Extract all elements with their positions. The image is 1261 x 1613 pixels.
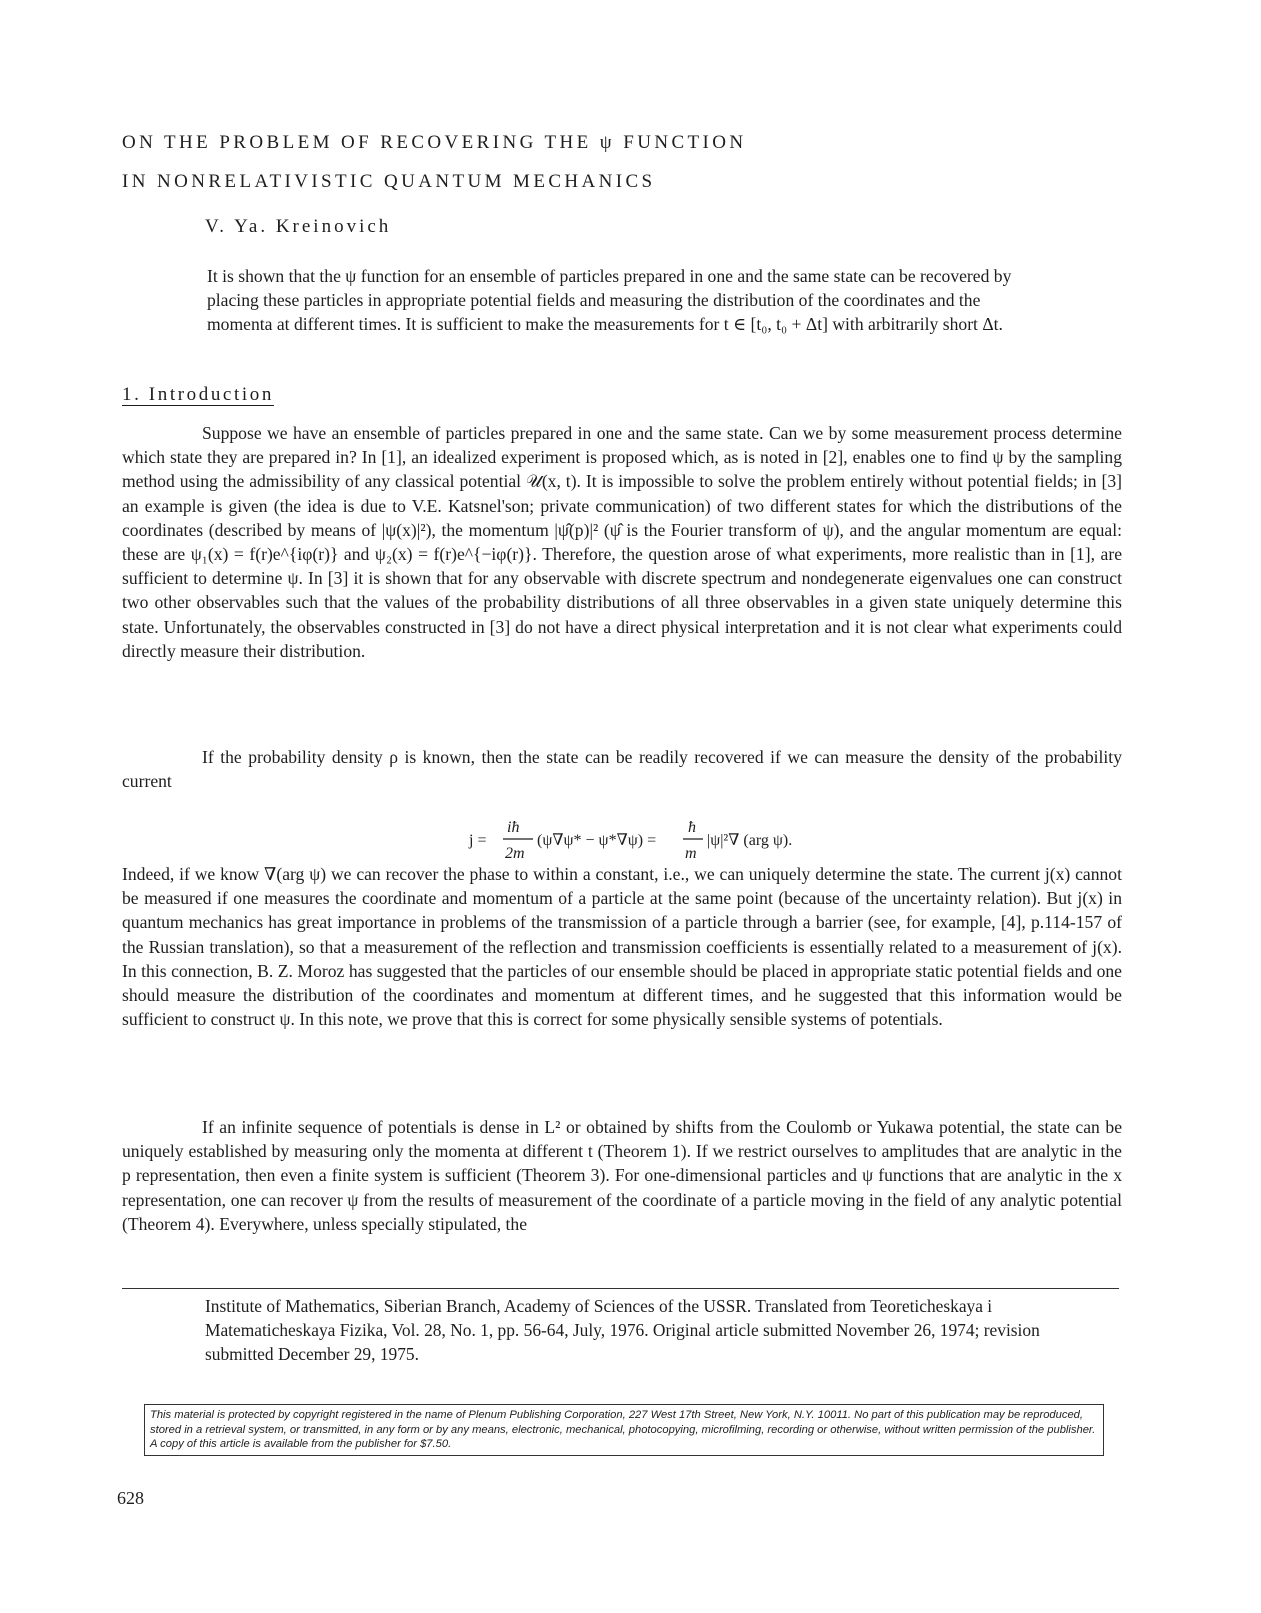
paragraph-1 [122,421,1122,663]
section-heading: 1. Introduction [122,384,274,405]
eq-rhs: |ψ|²∇ (arg ψ). [707,832,793,849]
page-number: 628 [117,1488,144,1508]
eq-lhs: j = [469,832,487,849]
copyright-notice: This material is protected by copyright registered in the name of Plenum Publishing Corporation, 227 West 17th Street, New York, N.Y. 10011. No part of this publication may be reproduced, stored in a retrieval system, or transmitted, in any form or by any means, electronic, mechanical, photocopying, microfilming, recording or otherwise, without written permission of the publisher. A copy of this article is available from the publisher for $7.50. [144,1404,1104,1456]
paragraph-text: If an infinite sequence of potentials is dense in L² or obtained by shifts from the Coulomb or Yukawa potential, the state can be uniquely established by measuring only the momenta at different t (Theorem 1). If we restrict ourselves to amplitudes that are analytic in the p representation, then even a finite system is sufficient (Theorem 3). For one-dimensional particles and ψ functions that are analytic in the x representation, one can recover ψ from the results of measurement of the coordinate of a particle moving in the field of any analytic potential (Theorem 4). Everywhere, unless specially stipulated, the [122,1117,1122,1234]
author: V. Ya. Kreinovich [205,216,392,237]
footnote-text: Institute of Mathematics, Siberian Branch, Academy of Sciences of the USSR. Translated from Teoreticheskaya i Matematicheskaya Fizika, Vol. 28, No. 1, pp. 56-64, July, 1976. Original article submitted November 26, 1974; revision submitted December 29, 1975. [205,1296,1040,1364]
eq-frac1-den: 2m [505,845,525,862]
paragraph-text: Suppose we have an ensemble of particles prepared in one and the same state. Can we by some measurement process determine which state they are prepared in? In [1], an idealized experiment is proposed which, as is noted in [2], enables one to find ψ by the sampling method using the admissibility of any classical potential 𝒰(x, t). It is impossible to solve the problem entirely without potential fields; in [3] an example is given (the idea is due to V.E. Katsnel'son; private communication) of two different states for which the distributions of the coordinates (described by means of |ψ(x)|²), the momentum |ψ̂(p)|² (ψ̂ is the Fourier transform of ψ), and the angular momentum are equal: these are ψ₁(x) = f(r)e^{iφ(r)} and ψ₂(x) = f(r)e^{−iφ(r)}. Therefore, the question arose of what experiments, more realistic than in [1], are sufficient to determine ψ. In [3] it is shown that for any observable with discrete spectrum and nondegenerate eigenvalues one can construct two other observables such that the values of the probability distributions of all three observables in a given state uniquely determine this state. Unfortunately, the observables constructed in [3] do not have a direct physical interpretation and it is not clear what experiments could directly measure their distribution. [122,423,1122,661]
paragraph-3 [122,862,1122,1031]
abstract-text: It is shown that the ψ function for an ensemble of particles prepared in one and the same state can be recovered by placing these particles in appropriate potential fields and measuring the distribution of the coordinates and the momenta at different times. It is sufficient to make the measurements for t ∈ [t₀, t₀ + Δt] with arbitrarily short Δt. [207,266,1012,334]
paragraph-4 [122,1115,1122,1236]
current-density-equation [455,812,875,866]
eq-frac2-den: m [685,845,697,862]
abstract [207,264,1027,336]
paper-title-line-2: IN NONRELATIVISTIC QUANTUM MECHANICS [122,171,656,192]
paper-title-line-1: ON THE PROBLEM OF RECOVERING THE ψ FUNCTION [122,132,747,153]
eq-frac1-num: iħ [507,819,520,836]
eq-middle: (ψ∇ψ* − ψ*∇ψ) = [537,832,657,849]
paragraph-2 [122,745,1122,793]
eq-frac2-num: ħ [688,819,696,836]
footnote [205,1294,1110,1366]
paragraph-text: If the probability density ρ is known, then the state can be readily recovered if we can measure the density of the probability current [122,747,1122,792]
footnote-rule [122,1288,1119,1289]
paragraph-text: Indeed, if we know ∇(arg ψ) we can recover the phase to within a constant, i.e., we can uniquely determine the state. The current j(x) cannot be measured if one measures the coordinate and momentum of a particle at the same point (because of the uncertainty relation). But j(x) in quantum mechanics has great importance in problems of the transmission of a particle through a barrier (see, for example, [4], p.114-157 of the Russian translation), so that a measurement of the reflection and transmission coefficients is essentially related to a measurement of j(x). In this connection, B. Z. Moroz has suggested that the particles of our ensemble should be placed in appropriate static potential fields and one should measure the distribution of the coordinates and momentum at different times, and he suggested that this information would be sufficient to construct ψ. In this note, we prove that this is correct for some physically sensible systems of potentials. [122,864,1122,1030]
